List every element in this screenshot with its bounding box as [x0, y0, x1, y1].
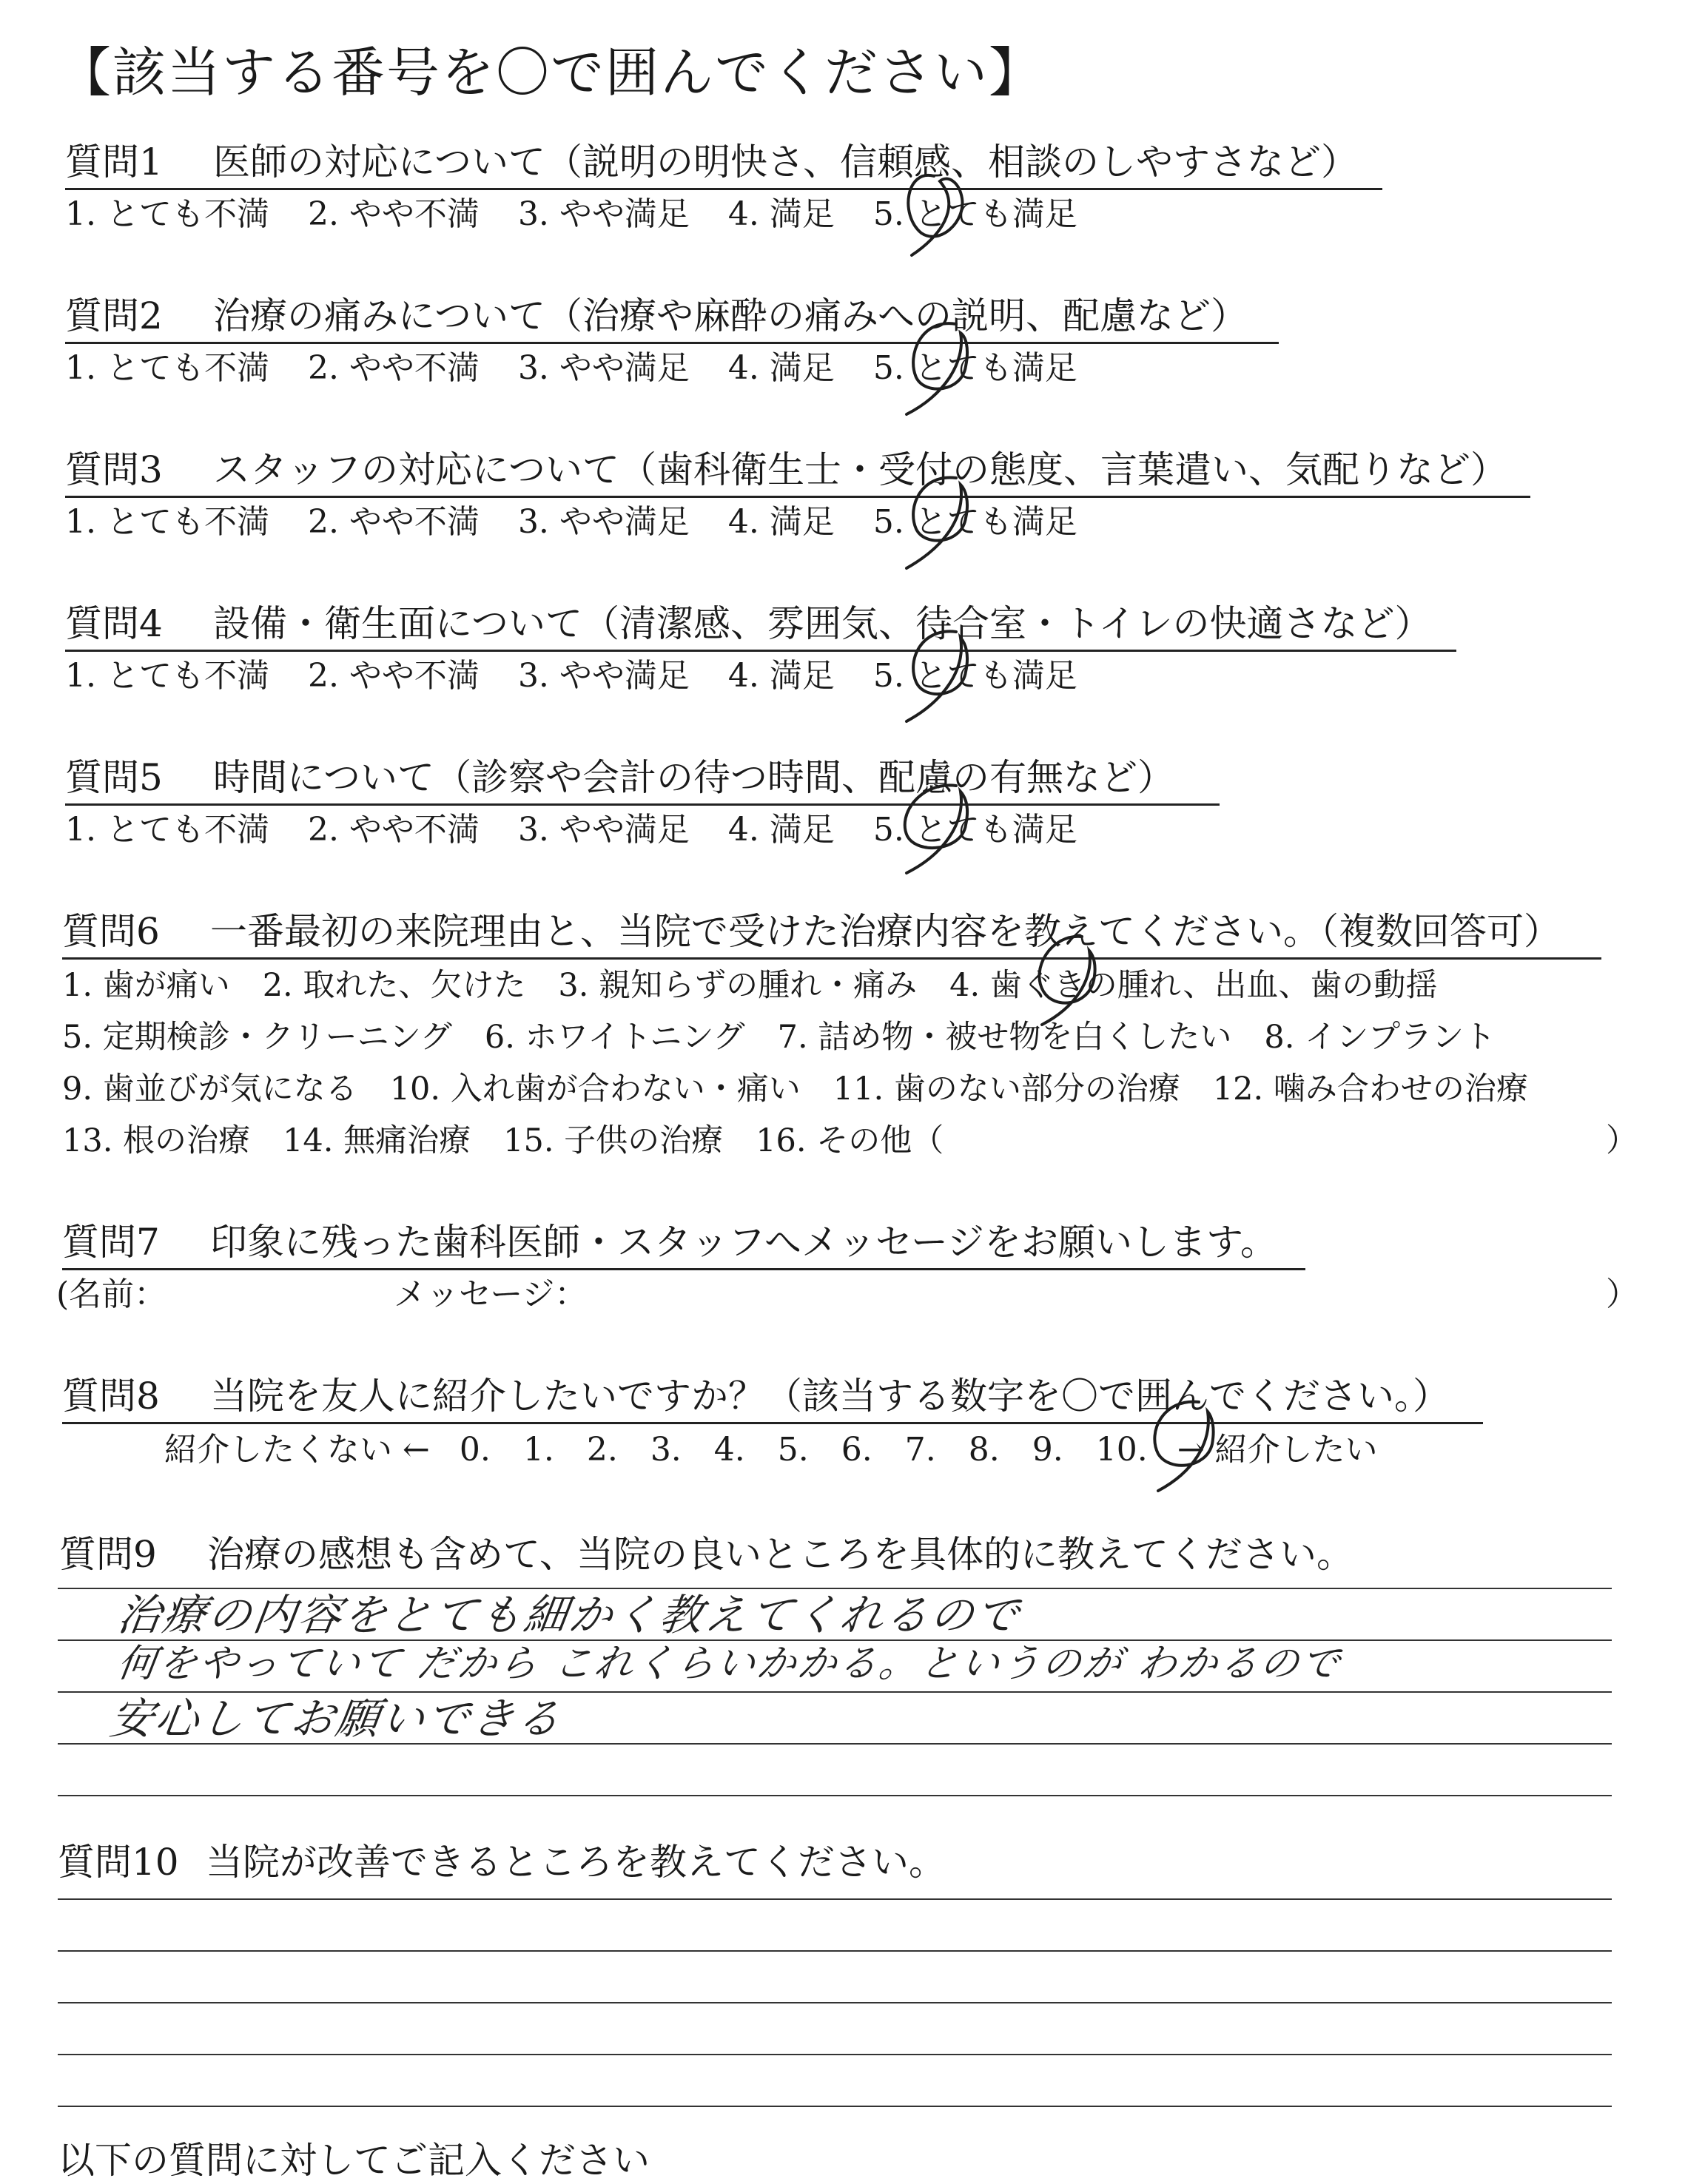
q10-answer-rule-5: [58, 2106, 1612, 2107]
question-5-options: [65, 809, 1116, 851]
q1-option-4[interactable]: 4. 満足: [727, 195, 835, 233]
q9-handwritten-line-3[interactable]: 安心してお願いできる: [107, 1693, 566, 1744]
q5-option-1[interactable]: 1. とても不満: [65, 811, 269, 849]
question-5-number: 質問5: [65, 756, 163, 799]
q6-option-12[interactable]: 12. 噛み合わせの治療: [1212, 1071, 1528, 1108]
q2-option-4[interactable]: 4. 満足: [727, 349, 835, 387]
q6-other-close-paren: ）: [1606, 1122, 1638, 1159]
q6-option-9[interactable]: 9. 歯並びが気になる: [62, 1071, 357, 1108]
question-8-underline: [62, 1422, 1483, 1424]
q4-option-2[interactable]: 2. やや不満: [307, 657, 480, 695]
question-7-number: 質問7: [62, 1221, 160, 1264]
q8-score-3[interactable]: 3.: [650, 1431, 682, 1469]
question-3: [65, 447, 1507, 493]
footer-note: 以下の質問に対してご記入ください: [58, 2139, 650, 2182]
question-10-text: 当院が改善できるところを教えてください。: [206, 1841, 946, 1884]
q10-answer-rule-1: [58, 1898, 1612, 1900]
q4-option-3[interactable]: 3. やや満足: [517, 657, 690, 695]
q2-option-1[interactable]: 1. とても不満: [65, 349, 269, 387]
q2-option-5[interactable]: 5. とても満足: [872, 349, 1077, 387]
q5-option-4[interactable]: 4. 満足: [727, 811, 835, 849]
q5-option-2[interactable]: 2. やや不満: [307, 811, 480, 849]
question-9-number: 質問9: [59, 1533, 157, 1576]
question-7: [62, 1219, 1277, 1265]
q6-option-3[interactable]: 3. 親知らずの腫れ・痛み: [558, 967, 918, 1004]
q6-option-10[interactable]: 10. 入れ歯が合わない・痛い: [389, 1071, 801, 1108]
question-3-text: スタッフの対応について（歯科衛生士・受付の態度、言葉遣い、気配りなど）: [213, 448, 1507, 491]
question-6-underline: [62, 957, 1601, 960]
question-4-number: 質問4: [65, 602, 163, 645]
q6-row-3: [62, 1068, 1561, 1110]
question-1-underline: [65, 188, 1382, 190]
question-5-text: 時間について（診察や会計の待つ時間、配慮の有無など）: [213, 756, 1174, 799]
q8-score-10[interactable]: 10.: [1095, 1431, 1148, 1469]
question-4-options: [65, 655, 1116, 697]
q10-answer-rule-2: [58, 1950, 1612, 1952]
q8-right-label: → 紹介したい: [1177, 1431, 1378, 1469]
q6-option-4[interactable]: 4. 歯ぐきの腫れ、出血、歯の動揺: [949, 967, 1438, 1004]
question-6: [62, 909, 1561, 954]
q8-score-0[interactable]: 0.: [459, 1431, 491, 1469]
question-2-options: [65, 348, 1116, 389]
question-2: [65, 293, 1248, 339]
question-2-text: 治療の痛みについて（治療や麻酔の痛みへの説明、配慮など）: [213, 294, 1248, 337]
q6-option-7[interactable]: 7. 詰め物・被せ物を白くしたい: [777, 1019, 1232, 1056]
q8-left-label: 紹介したくない ←: [164, 1431, 430, 1469]
q8-score-5[interactable]: 5.: [777, 1431, 809, 1469]
question-1: [65, 139, 1358, 185]
question-8-text: 当院を友人に紹介したいですか？（該当する数字を〇で囲んでください。）: [210, 1375, 1450, 1418]
q8-score-8[interactable]: 8.: [968, 1431, 1000, 1469]
q6-option-11[interactable]: 11. 歯のない部分の治療: [833, 1071, 1180, 1108]
question-8-number: 質問8: [62, 1375, 160, 1418]
q6-row-1: [62, 965, 1470, 1006]
q10-answer-rule-3: [58, 2002, 1612, 2003]
question-3-number: 質問3: [65, 448, 163, 491]
q4-option-5[interactable]: 5. とても満足: [872, 657, 1077, 695]
q6-option-14[interactable]: 14. 無痛治療: [283, 1122, 471, 1159]
q6-option-6[interactable]: 6. ホワイトニング: [484, 1019, 745, 1056]
question-7-text: 印象に残った歯科医師・スタッフへメッセージをお願いします。: [210, 1221, 1277, 1264]
q3-option-5[interactable]: 5. とても満足: [872, 503, 1077, 541]
q6-option-16[interactable]: 16. その他（: [756, 1122, 944, 1159]
form-header: 【該当する番号を〇で囲んでください】: [58, 41, 1044, 104]
question-6-text: 一番最初の来院理由と、当院で受けた治療内容を教えてください。（複数回答可）: [210, 910, 1561, 953]
question-5: [65, 755, 1174, 801]
q5-option-5[interactable]: 5. とても満足: [872, 811, 1077, 849]
question-4-underline: [65, 650, 1456, 652]
q6-option-1[interactable]: 1. 歯が痛い: [62, 967, 230, 1004]
q8-score-4[interactable]: 4.: [713, 1431, 745, 1469]
question-4-text: 設備・衛生面について（清潔感、雰囲気、待合室・トイレの快適さなど）: [213, 602, 1432, 645]
question-1-options: [65, 194, 1116, 235]
q7-close-paren: ）: [1606, 1275, 1638, 1313]
q9-answer-rule-5: [58, 1795, 1612, 1796]
q3-option-2[interactable]: 2. やや不満: [307, 503, 480, 541]
question-6-number: 質問6: [62, 910, 160, 953]
question-8: [62, 1373, 1450, 1419]
q3-option-3[interactable]: 3. やや満足: [517, 503, 690, 541]
question-4: [65, 601, 1432, 647]
q8-score-1[interactable]: 1.: [522, 1431, 554, 1469]
q6-option-2[interactable]: 2. 取れた、欠けた: [262, 967, 526, 1004]
q6-option-15[interactable]: 15. 子供の治療: [503, 1122, 724, 1159]
q8-score-6[interactable]: 6.: [841, 1431, 872, 1469]
q6-option-5[interactable]: 5. 定期検診・クリーニング: [62, 1019, 452, 1056]
q3-option-1[interactable]: 1. とても不満: [65, 503, 269, 541]
q9-handwritten-line-2[interactable]: 何をやっていて だから これくらいかかる。というのが わかるので: [115, 1642, 1345, 1686]
q6-row-4: [62, 1120, 976, 1162]
q8-score-2[interactable]: 2.: [586, 1431, 618, 1469]
q6-option-13[interactable]: 13. 根の治療: [62, 1122, 251, 1159]
q6-row-2: [62, 1017, 1528, 1058]
q9-handwritten-line-1[interactable]: 治療の内容をとても細かく教えてくれるので: [114, 1590, 1025, 1640]
question-2-number: 質問2: [65, 294, 163, 337]
question-10: [58, 1839, 946, 1885]
q1-option-5[interactable]: 5. とても満足: [872, 195, 1077, 233]
question-2-underline: [65, 342, 1279, 344]
q7-message-label: メッセージ：: [394, 1275, 588, 1313]
q10-answer-rule-4: [58, 2054, 1612, 2055]
question-5-underline: [65, 803, 1220, 806]
question-9-text: 治療の感想も含めて、当院の良いところを具体的に教えてください。: [207, 1533, 1353, 1576]
question-10-number: 質問10: [58, 1841, 179, 1884]
question-9: [59, 1531, 1353, 1577]
q4-option-1[interactable]: 1. とても不満: [65, 657, 269, 695]
question-1-number: 質問1: [65, 141, 163, 183]
q7-name-label: (名前：: [56, 1275, 167, 1313]
q8-score-9[interactable]: 9.: [1032, 1431, 1063, 1469]
q5-option-3[interactable]: 3. やや満足: [517, 811, 690, 849]
q1-option-1[interactable]: 1. とても不満: [65, 195, 269, 233]
q8-scale: [164, 1429, 1378, 1471]
q1-option-3[interactable]: 3. やや満足: [517, 195, 690, 233]
question-3-underline: [65, 496, 1530, 498]
q4-option-4[interactable]: 4. 満足: [727, 657, 835, 695]
q1-option-2[interactable]: 2. やや不満: [307, 195, 480, 233]
q6-option-8[interactable]: 8. インプラント: [1264, 1019, 1496, 1056]
question-3-options: [65, 502, 1116, 543]
question-1-text: 医師の対応について（説明の明快さ、信頼感、相談のしやすさなど）: [213, 141, 1358, 183]
q3-option-4[interactable]: 4. 満足: [727, 503, 835, 541]
q2-option-3[interactable]: 3. やや満足: [517, 349, 690, 387]
q2-option-2[interactable]: 2. やや不満: [307, 349, 480, 387]
q8-score-7[interactable]: 7.: [904, 1431, 936, 1469]
question-7-underline: [62, 1268, 1305, 1270]
